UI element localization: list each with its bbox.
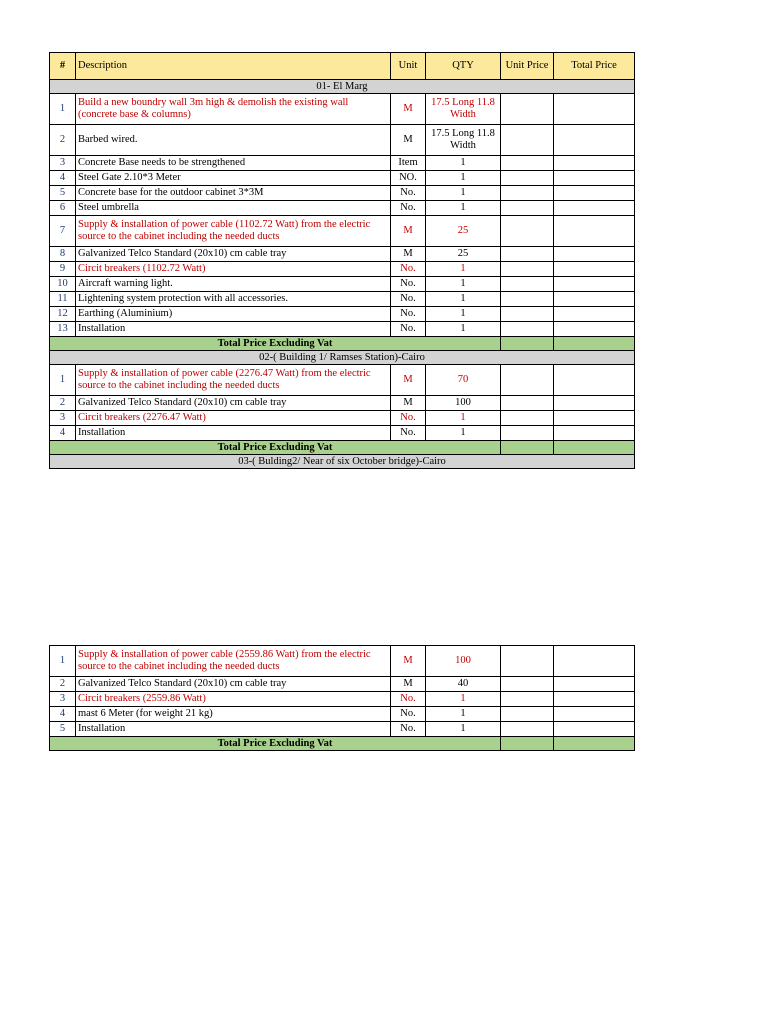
item-unit: M: [391, 216, 426, 247]
item-total-price: [554, 677, 635, 692]
item-unit-price: [501, 411, 554, 426]
item-description: Galvanized Telco Standard (20x10) cm cable tray: [76, 677, 391, 692]
item-qty: 1: [426, 707, 501, 722]
item-description: Installation: [76, 426, 391, 441]
item-description: Concrete Base needs to be strengthened: [76, 156, 391, 171]
item-total-price: [554, 365, 635, 396]
item-unit-price: [501, 692, 554, 707]
item-total-price: [554, 156, 635, 171]
item-unit: No.: [391, 277, 426, 292]
item-unit: Item: [391, 156, 426, 171]
item-unit: M: [391, 94, 426, 125]
item-unit: No.: [391, 307, 426, 322]
item-unit: No.: [391, 692, 426, 707]
table-row: [50, 426, 635, 441]
item-qty: 25: [426, 216, 501, 247]
item-total-price: [554, 277, 635, 292]
item-number: 4: [50, 426, 76, 441]
table-row: [50, 216, 635, 247]
item-unit: No.: [391, 426, 426, 441]
section-title: 03-( Bulding2/ Near of six October bridge)-Cairo: [50, 455, 635, 469]
item-unit: No.: [391, 707, 426, 722]
item-unit-price: [501, 262, 554, 277]
item-description: Galvanized Telco Standard (20x10) cm cable tray: [76, 396, 391, 411]
table-row: [50, 365, 635, 396]
item-number: 3: [50, 411, 76, 426]
item-description: mast 6 Meter (for weight 21 kg): [76, 707, 391, 722]
item-unit: No.: [391, 322, 426, 337]
header-unit: Unit: [391, 53, 426, 80]
boq-table-part-1: [49, 52, 635, 469]
item-total-price: [554, 692, 635, 707]
item-unit-price: [501, 426, 554, 441]
table-row: [50, 677, 635, 692]
item-unit-price: [501, 201, 554, 216]
item-unit-price: [501, 292, 554, 307]
item-unit-price: [501, 707, 554, 722]
table-row: [50, 292, 635, 307]
table-row: [50, 201, 635, 216]
item-description: Steel Gate 2.10*3 Meter: [76, 171, 391, 186]
item-description: Earthing (Aluminium): [76, 307, 391, 322]
item-number: 4: [50, 171, 76, 186]
item-qty: 1: [426, 292, 501, 307]
item-description: Steel umbrella: [76, 201, 391, 216]
item-total-price: [554, 171, 635, 186]
item-number: 1: [50, 646, 76, 677]
item-number: 7: [50, 216, 76, 247]
item-number: 5: [50, 186, 76, 201]
item-total-price: [554, 646, 635, 677]
item-qty: 100: [426, 396, 501, 411]
item-number: 3: [50, 156, 76, 171]
total-row: [50, 737, 635, 751]
item-unit: M: [391, 125, 426, 156]
item-description: Installation: [76, 722, 391, 737]
table-header-row: [50, 53, 635, 80]
item-total-price: [554, 201, 635, 216]
item-number: 4: [50, 707, 76, 722]
section-header-row: [50, 455, 635, 469]
section-header-row: [50, 80, 635, 94]
item-unit: No.: [391, 722, 426, 737]
item-number: 5: [50, 722, 76, 737]
table-row: [50, 125, 635, 156]
table-row: [50, 156, 635, 171]
item-description: Installation: [76, 322, 391, 337]
item-description: Circit breakers (2276.47 Watt): [76, 411, 391, 426]
table-row: [50, 171, 635, 186]
item-qty: 1: [426, 171, 501, 186]
item-description: Circit breakers (1102.72 Watt): [76, 262, 391, 277]
item-unit-price: [501, 722, 554, 737]
item-qty: 1: [426, 411, 501, 426]
header-num: #: [50, 53, 76, 80]
item-qty: 1: [426, 201, 501, 216]
item-number: 11: [50, 292, 76, 307]
item-unit-price: [501, 186, 554, 201]
item-total-price: [554, 94, 635, 125]
item-unit-price: [501, 396, 554, 411]
item-description: Supply & installation of power cable (1102.72 Watt) from the electric source to the cabinet including the needed ducts: [76, 216, 391, 247]
item-unit-price: [501, 125, 554, 156]
header-total-price: Total Price: [554, 53, 635, 80]
item-qty: 40: [426, 677, 501, 692]
table-row: [50, 646, 635, 677]
item-unit: M: [391, 646, 426, 677]
table-row: [50, 186, 635, 201]
item-unit: M: [391, 365, 426, 396]
item-qty: 1: [426, 322, 501, 337]
item-qty: 17.5 Long 11.8 Width: [426, 125, 501, 156]
item-unit-price: [501, 322, 554, 337]
item-unit-price: [501, 94, 554, 125]
item-description: Supply & installation of power cable (2276.47 Watt) from the electric source to the cabinet including the needed ducts: [76, 365, 391, 396]
item-total-price: [554, 307, 635, 322]
table-row: [50, 262, 635, 277]
total-unit-price: [501, 441, 554, 455]
total-row: [50, 441, 635, 455]
item-unit: No.: [391, 411, 426, 426]
item-number: 2: [50, 396, 76, 411]
item-unit: M: [391, 677, 426, 692]
item-qty: 1: [426, 262, 501, 277]
item-total-price: [554, 262, 635, 277]
item-unit-price: [501, 247, 554, 262]
item-total-price: [554, 426, 635, 441]
item-unit: M: [391, 247, 426, 262]
header-unit-price: Unit Price: [501, 53, 554, 80]
table-row: [50, 277, 635, 292]
total-price-value: [554, 441, 635, 455]
item-description: Galvanized Telco Standard (20x10) cm cable tray: [76, 247, 391, 262]
item-unit: No.: [391, 262, 426, 277]
item-number: 8: [50, 247, 76, 262]
item-total-price: [554, 186, 635, 201]
item-qty: 1: [426, 277, 501, 292]
item-qty: 17.5 Long 11.8 Width: [426, 94, 501, 125]
item-qty: 70: [426, 365, 501, 396]
item-number: 13: [50, 322, 76, 337]
item-unit: No.: [391, 292, 426, 307]
item-total-price: [554, 322, 635, 337]
item-number: 1: [50, 94, 76, 125]
item-total-price: [554, 292, 635, 307]
item-unit-price: [501, 365, 554, 396]
table-row: [50, 722, 635, 737]
item-number: 3: [50, 692, 76, 707]
table-row: [50, 692, 635, 707]
item-qty: 100: [426, 646, 501, 677]
item-number: 1: [50, 365, 76, 396]
item-description: Supply & installation of power cable (2559.86 Watt) from the electric source to the cabinet including the needed ducts: [76, 646, 391, 677]
item-qty: 1: [426, 156, 501, 171]
section-header-row: [50, 351, 635, 365]
item-total-price: [554, 396, 635, 411]
item-qty: 1: [426, 186, 501, 201]
total-unit-price: [501, 737, 554, 751]
item-total-price: [554, 722, 635, 737]
table-row: [50, 411, 635, 426]
item-qty: 1: [426, 692, 501, 707]
item-total-price: [554, 216, 635, 247]
item-description: Aircraft warning light.: [76, 277, 391, 292]
item-unit-price: [501, 677, 554, 692]
total-label: Total Price Excluding Vat: [50, 737, 501, 751]
item-unit-price: [501, 216, 554, 247]
item-number: 6: [50, 201, 76, 216]
item-qty: 1: [426, 307, 501, 322]
item-number: 10: [50, 277, 76, 292]
item-description: Concrete base for the outdoor cabinet 3*3M: [76, 186, 391, 201]
item-unit: NO.: [391, 171, 426, 186]
table-row: [50, 94, 635, 125]
total-label: Total Price Excluding Vat: [50, 441, 501, 455]
item-qty: 25: [426, 247, 501, 262]
total-price-value: [554, 737, 635, 751]
total-price-value: [554, 337, 635, 351]
item-description: Lightening system protection with all accessories.: [76, 292, 391, 307]
item-number: 9: [50, 262, 76, 277]
item-total-price: [554, 125, 635, 156]
table-row: [50, 322, 635, 337]
table-row: [50, 396, 635, 411]
boq-table-part-2: [49, 645, 635, 751]
item-unit: No.: [391, 201, 426, 216]
item-number: 2: [50, 125, 76, 156]
header-qty: QTY: [426, 53, 501, 80]
item-description: Circit breakers (2559.86 Watt): [76, 692, 391, 707]
section-title: 02-( Building 1/ Ramses Station)-Cairo: [50, 351, 635, 365]
item-unit-price: [501, 171, 554, 186]
table-row: [50, 247, 635, 262]
item-unit: M: [391, 396, 426, 411]
section-title: 01- El Marg: [50, 80, 635, 94]
item-unit: No.: [391, 186, 426, 201]
item-unit-price: [501, 277, 554, 292]
total-row: [50, 337, 635, 351]
item-number: 2: [50, 677, 76, 692]
item-unit-price: [501, 156, 554, 171]
table-row: [50, 707, 635, 722]
item-qty: 1: [426, 722, 501, 737]
item-number: 12: [50, 307, 76, 322]
table-row: [50, 307, 635, 322]
item-total-price: [554, 411, 635, 426]
total-unit-price: [501, 337, 554, 351]
item-unit-price: [501, 646, 554, 677]
item-qty: 1: [426, 426, 501, 441]
item-description: Barbed wired.: [76, 125, 391, 156]
item-total-price: [554, 707, 635, 722]
item-description: Build a new boundry wall 3m high & demolish the existing wall (concrete base & columns): [76, 94, 391, 125]
total-label: Total Price Excluding Vat: [50, 337, 501, 351]
header-description: Description: [76, 53, 391, 80]
item-total-price: [554, 247, 635, 262]
item-unit-price: [501, 307, 554, 322]
